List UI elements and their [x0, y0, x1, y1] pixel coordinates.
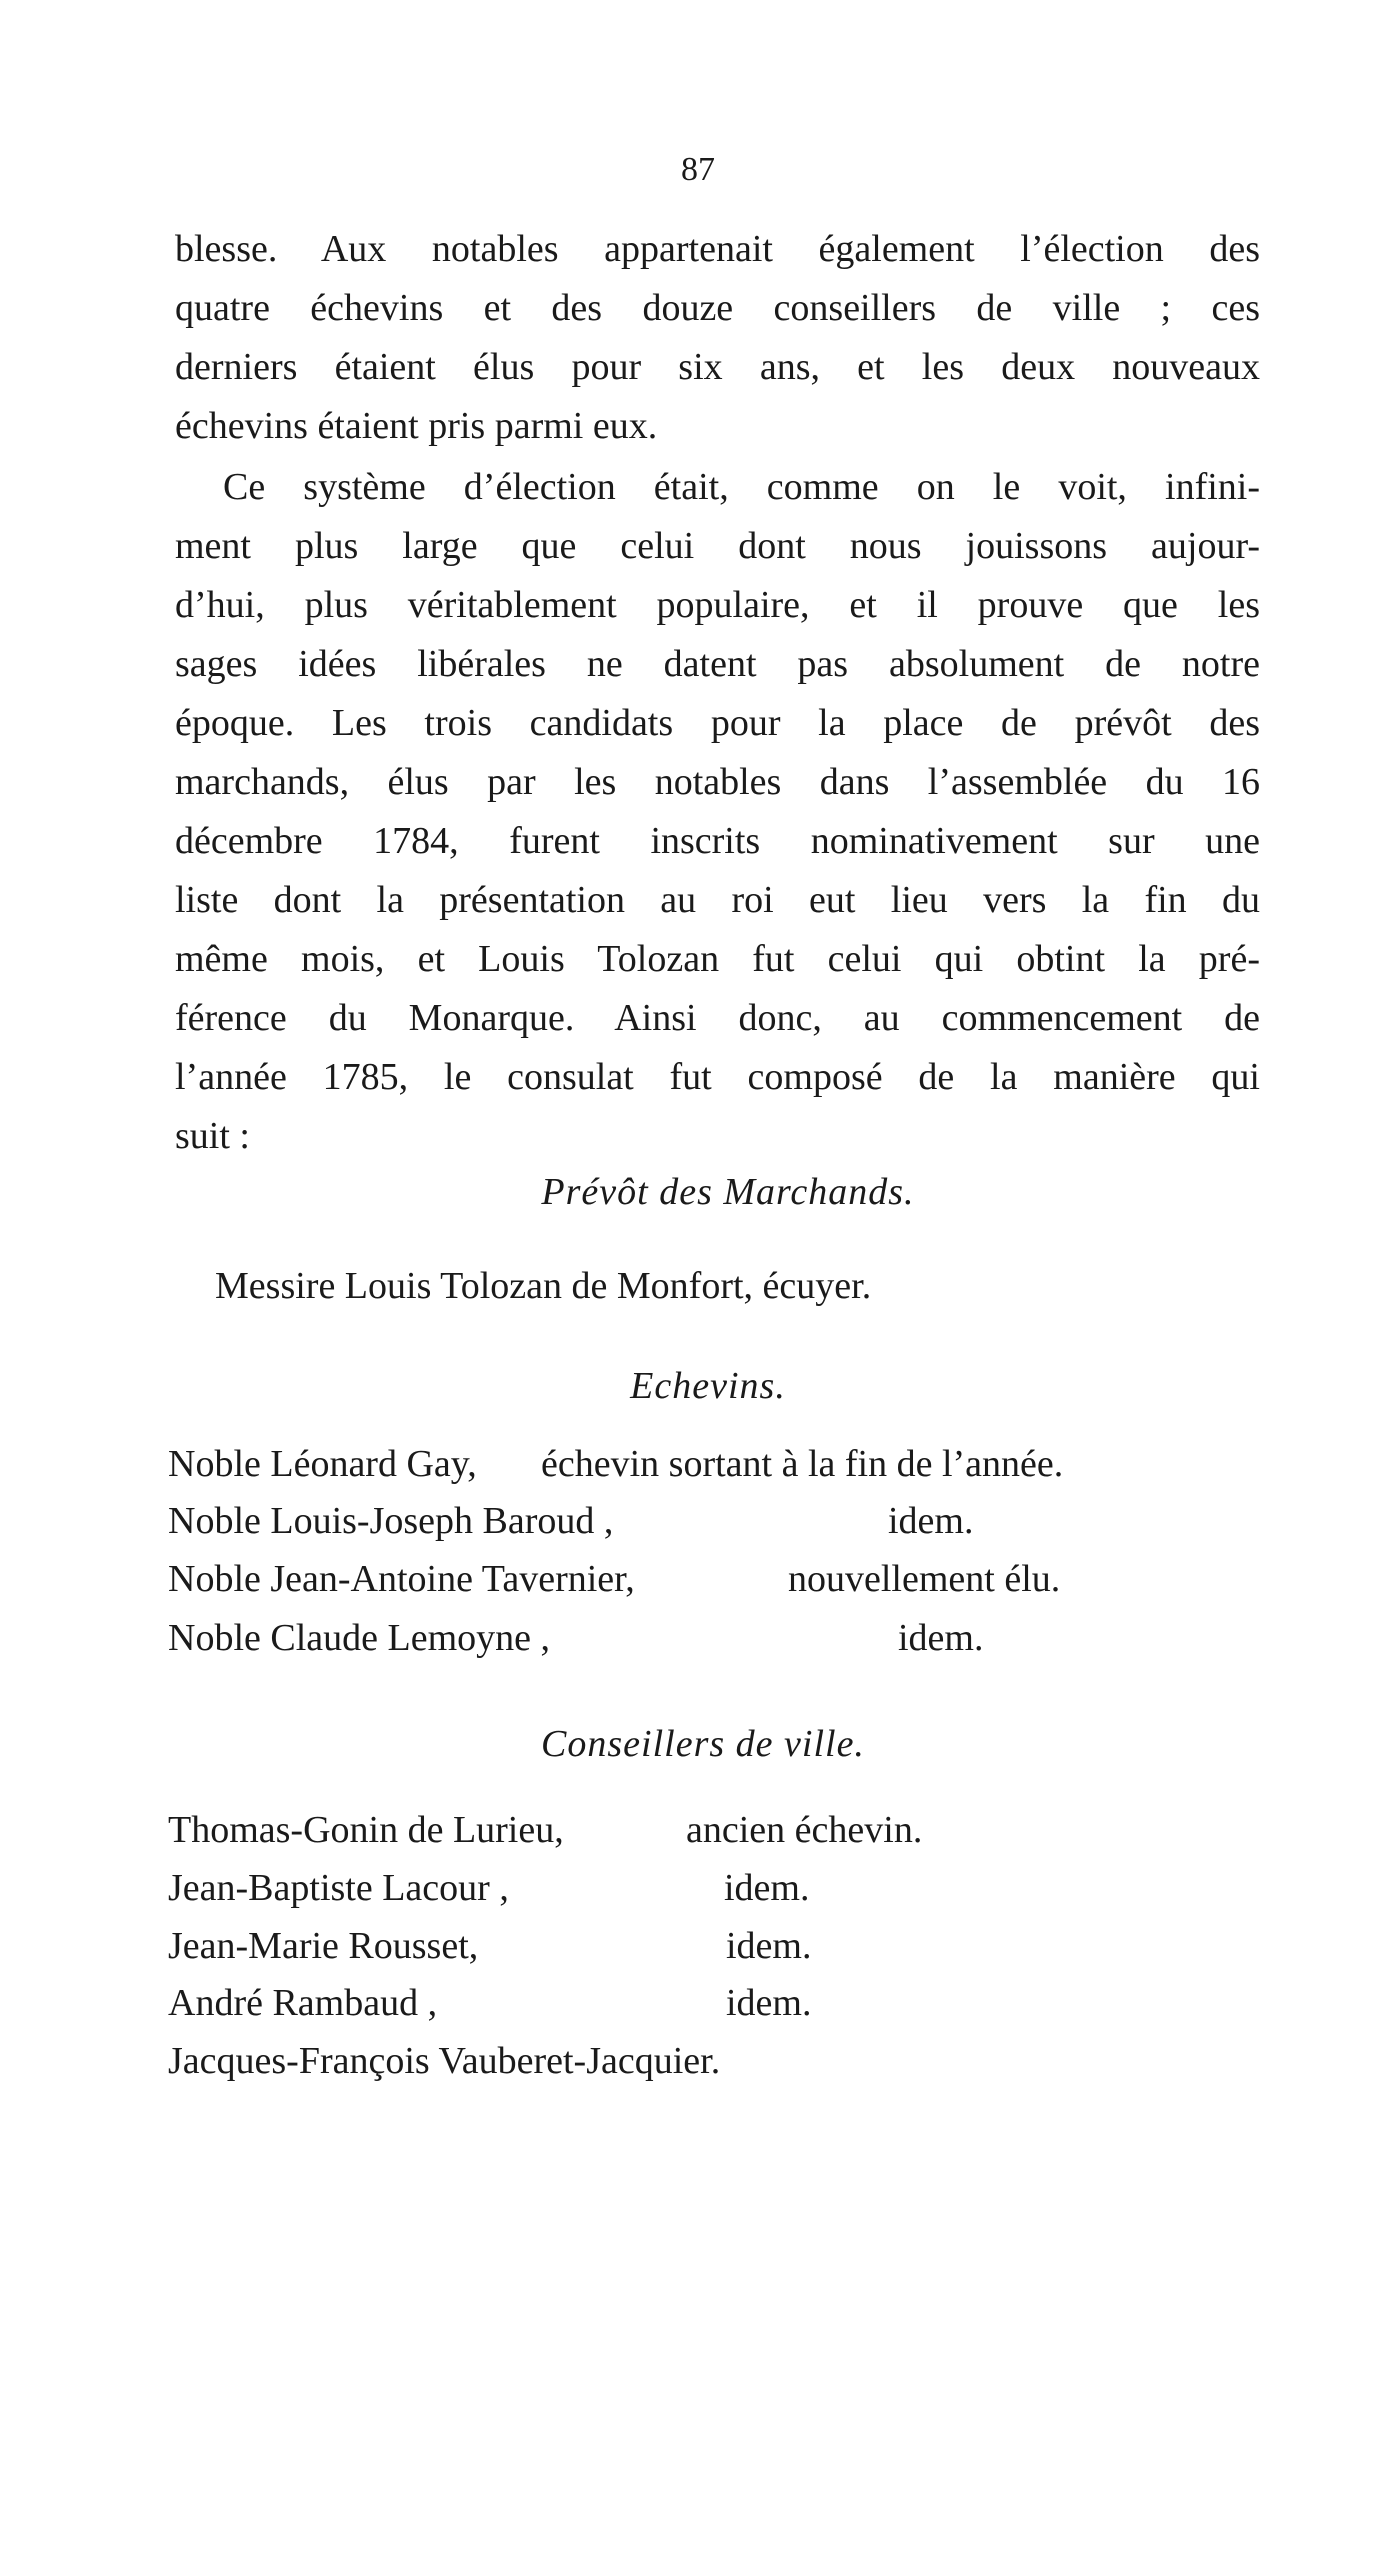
text-line: Ce système d’élection était, comme on le voit, infini- — [223, 466, 1260, 508]
text-line: blesse. Aux notables appartenait également l’élection des — [175, 228, 1260, 270]
text-line: échevins étaient pris parmi eux. — [175, 405, 658, 447]
text-line: sages idées libérales ne datent pas absolument de notre — [175, 643, 1260, 685]
text-line: d’hui, plus véritablement populaire, et il prouve que les — [175, 584, 1260, 626]
echevin-name: Noble Claude Lemoyne , — [168, 1617, 551, 1659]
text-line: férence du Monarque. Ainsi donc, au commencement de — [175, 997, 1260, 1039]
echevin-name: Noble Léonard Gay, — [168, 1443, 477, 1485]
prevot-entry: Messire Louis Tolozan de Monfort, écuyer. — [215, 1265, 872, 1307]
paragraph-1 — [175, 220, 1260, 456]
conseiller-name: Jacques-François Vauberet-Jacquier. — [168, 2040, 721, 2082]
page-number: 87 — [681, 151, 715, 188]
prevot-heading: Prévôt des Marchands. — [541, 1171, 915, 1213]
text-line: quatre échevins et des douze conseillers de ville ; ces — [175, 287, 1260, 329]
text-line: derniers étaient élus pour six ans, et les deux nouveaux — [175, 346, 1260, 388]
conseiller-qualification: idem. — [726, 1925, 812, 1967]
echevins-heading: Echevins. — [630, 1365, 786, 1407]
conseiller-qualification: idem. — [726, 1982, 812, 2024]
text-line: même mois, et Louis Tolozan fut celui qui obtint la pré- — [175, 938, 1260, 980]
conseiller-name: André Rambaud , — [168, 1982, 438, 2024]
conseiller-qualification: idem. — [724, 1867, 810, 1909]
echevin-name: Noble Jean-Antoine Tavernier, — [168, 1558, 635, 1600]
conseiller-name: Jean-Baptiste Lacour , — [168, 1867, 509, 1909]
text-line: époque. Les trois candidats pour la place de prévôt des — [175, 702, 1260, 744]
text-line: l’année 1785, le consulat fut composé de la manière qui — [175, 1056, 1260, 1098]
echevin-qualification: idem. — [898, 1617, 984, 1659]
text-line: liste dont la présentation au roi eut lieu vers la fin du — [175, 879, 1260, 921]
conseillers-heading: Conseillers de ville. — [541, 1723, 865, 1765]
text-line: marchands, élus par les notables dans l’assemblée du 16 — [175, 761, 1260, 803]
paragraph-2 — [175, 458, 1260, 1166]
text-line: suit : — [175, 1115, 250, 1157]
echevin-qualification: nouvellement élu. — [788, 1558, 1061, 1600]
text-line: ment plus large que celui dont nous jouissons aujour- — [175, 525, 1260, 567]
conseiller-name: Jean-Marie Rousset, — [168, 1925, 479, 1967]
echevin-name: Noble Louis-Joseph Baroud , — [168, 1500, 614, 1542]
text-line: décembre 1784, furent inscrits nominativement sur une — [175, 820, 1260, 862]
echevin-qualification: échevin sortant à la fin de l’année. — [541, 1443, 1064, 1485]
conseiller-name: Thomas-Gonin de Lurieu, — [168, 1809, 564, 1851]
echevin-qualification: idem. — [888, 1500, 974, 1542]
conseiller-qualification: ancien échevin. — [686, 1809, 923, 1851]
